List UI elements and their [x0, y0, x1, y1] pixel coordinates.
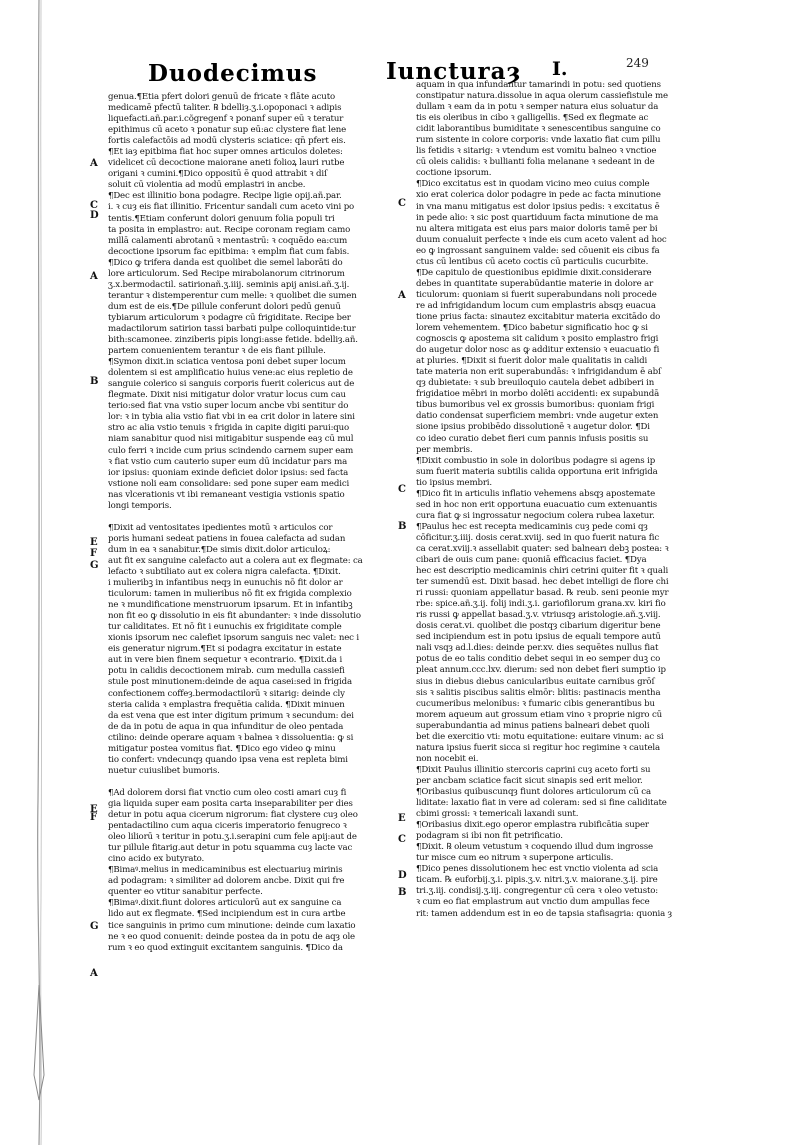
text-line: ticam. ℞ euforbij.ʒ.i. pipis.ʒ.v. nitri.ʒ.v. maiorane.ʒ.ij. pire — [416, 875, 658, 886]
text-line: tio confert: vndecunqȝ quando ipsa vena est repleta bimi — [108, 754, 348, 765]
text-line: terio:sed fiat vna vstio super locum ancbe vbi sentitur do — [108, 401, 349, 412]
text-line: datio condensat superficiem membri: vnde augetur exten — [416, 411, 659, 422]
text-line: tur misce cum eo nitrum ꝛ superpone articulis. — [416, 853, 614, 864]
margin-letter: D — [90, 210, 99, 221]
text-line: culo ferri ꝛ incide cum prius scindendo carnem super eam — [108, 445, 354, 456]
text-line: millā calamenti abrotanū ꝛ mentastrū: ꝛ coquēdo ea:cum — [108, 235, 348, 246]
text-line: aquam in qua infundantur tamarindi in potu: sed quotiens — [416, 80, 661, 90]
text-line: tis eis oleribus in cibo ꝛ galligellis. ¶Sed ex flegmate ac — [416, 113, 649, 124]
text-line: fortis calefactōis ad modū clysteris sciatice: qn̄ pfert eis. — [108, 136, 346, 147]
text-line: ¶Et iaȝ epitbima fiat hoc super omnes articulos doletes: — [108, 147, 343, 158]
text-line: nas vlcerationis vt ibi remaneant vestigia vstionis spatio — [108, 489, 345, 500]
text-line: nali vsqȝ ad.l.dies: deinde per.xv. dies sequētes nullus fiat — [416, 643, 659, 654]
text-line: ¶Dico excitatus est in quodam vicino meo cuius comple — [416, 179, 650, 190]
text-line: dum in ea ꝛ sanabitur.¶De simis dixit.dolor articuloꝝ: — [108, 544, 331, 555]
text-line: madactilorum satirion tassi barbati pulpe colloquintide:tur — [108, 323, 356, 334]
text-line: ta posita in emplastro: aut. Recipe coronam regiam camo — [108, 224, 351, 235]
text-line: sius in diebus diebus canicularibus euitate carnibus grōſ — [416, 676, 655, 687]
text-line: dolentem si est amplificatio huius vene:ac eius repletio de — [108, 368, 353, 379]
text-line: soluit cū violentia ad modū emplastri in ancbe. — [108, 180, 306, 191]
text-line: cū oleis calidis: ꝛ bullianti folia melanane ꝛ sedeant in de — [416, 157, 655, 168]
text-line: tri.ʒ.iij. condisij.ʒ.iij. congregentur cū cera ꝛ oleo vetusto: — [416, 886, 659, 897]
margin-letter: F — [90, 812, 98, 823]
text-line: ¶Dico penes dissolutionem hec est vnctio violenta ad scia — [416, 864, 659, 875]
text-line: liditate: laxatio fiat in vere ad coleram: sed si fine caliditate — [416, 798, 667, 809]
page-edge-decoration — [28, 0, 50, 1145]
text-line: sione ipsius probibēdo dissolutionē ꝛ augetur dolor. ¶Di — [416, 422, 650, 433]
text-line: pleat annum.ccc.lxv. dierum: sed non debet fieri sumptio ip — [416, 665, 666, 676]
text-line: sis ꝛ salitis piscibus salitis elmōr: blitis: pastinacis mentha — [416, 687, 661, 698]
text-line: gia liquida super eam posita carta inseparabiliter per dies — [108, 799, 353, 809]
text-line: tur pillule fitarig.aut detur in potu squamma cuȝ lacte vac — [108, 843, 353, 854]
text-line: xio erat colerica dolor podagre in pede ac facta minutione — [416, 190, 661, 201]
text-line: rbe: spice.añ.ʒ.ij. folij indi.ʒ.i. gariofilorum grana.xv. kiri fio — [416, 599, 666, 610]
text-line: tibus bumoribus vel ex grossis bumoribus: quoniam frigi — [416, 400, 655, 411]
margin-letter: D — [398, 870, 407, 881]
text-line: partem conuenientem terantur ꝛ de eis fiant pillule. — [108, 346, 326, 357]
text-line: non fit eo ꝙ dissolutio in eis fit abundanter: ꝛ inde dissolutio — [108, 611, 361, 622]
margin-letter: G — [90, 560, 99, 571]
text-line: i. ꝛ cuȝ eis fiat illinitio. Fricentur sandali cum aceto vini po — [108, 202, 355, 213]
text-line: ter sumendū est. Dixit basad. hec debet intelligi de flore chi — [416, 577, 669, 588]
text-line: medicamē pfectū taliter. ℞ bdelliȝ.ʒ.i.opoponaci ꝛ adipis — [108, 103, 342, 114]
text-line: ior ipsius: quoniam exinde deficiet dolor ipsius: sed facta — [108, 467, 349, 478]
margin-letter: A — [90, 271, 98, 282]
margin-letter: C — [398, 834, 406, 845]
text-line: detur in potu aqua cicerum nigrorum: fiat clystere cuȝ oleo — [108, 810, 358, 821]
text-line: dum est de eis.¶De pillule conferunt dolori pedū genuū — [108, 301, 341, 312]
text-line: pentadactilino cum aqua ciceris imperatorio fenugreco ꝛ — [108, 821, 347, 832]
margin-letter: A — [398, 290, 406, 301]
text-line: ꝛ cum eo fiat emplastrum aut vnctio dum ampullas fece — [416, 897, 650, 908]
text-line: sum fuerit materia subtilis calida opportuna erit infrigida — [416, 466, 658, 477]
text-line: lorem vehementem. ¶Dico babetur significatio hoc ꝙ si — [416, 323, 648, 334]
text-line: ca cerat.xviij.ꝛ assellabit quater: sed balnearı debꝫ postea: ꝛ — [416, 543, 669, 554]
text-line: niam sanabitur quod nisi mitigabitur suspende eaȝ cū mul — [108, 434, 354, 445]
text-line: flegmate. Dixit nisi mitigatur dolor vratur locus cum cau — [108, 390, 346, 401]
margin-letter: B — [398, 887, 407, 898]
margin-letter: C — [90, 200, 98, 211]
text-line: da est vena que est inter digitum primum ꝛ secundum: dei — [108, 710, 354, 721]
text-line: lis fetidis ꝛ sitarig: ꝛ vtendum est vomitu balneo ꝛ vnctioe — [416, 146, 657, 157]
text-line: ¶Ad dolorem dorsi fiat vnctio cum oleo costi amari cuȝ fi — [108, 787, 347, 798]
text-line: tice sanguinis in primo cum minutione: deinde cum laxatio — [108, 920, 356, 931]
margin-letter: F — [90, 548, 98, 559]
text-line: natura ipsius fuerit sicca si regitur hoc regimine ꝛ cautela — [416, 742, 660, 753]
text-line: sed incipiendum est in potu ipsius de equali tempore autū — [416, 632, 661, 643]
text-line: rum sistente in colore corporis: vnde laxatio fiat cum pillu — [416, 135, 661, 146]
margin-letter: E — [90, 804, 98, 815]
text-line: poris humani sedeat patiens in fouea calefacta ad sudan — [108, 533, 346, 544]
text-line: rit: tamen addendum est in eo de tapsia stafisagria: quonia ȝ — [416, 908, 673, 919]
text-line: ¶Dixit ad ventositates ipedientes motū ꝛ articulos cor — [108, 522, 333, 533]
text-line: podagram si ibi non fit petrificatio. — [416, 831, 563, 842]
text-line: do augetur dolor nosc as ꝙ additur extensio ꝛ euacuatio fi — [416, 345, 660, 356]
text-line: in vna manu mitigatus est dolor ipsius pedis: ꝛ excitatus ē — [416, 201, 660, 212]
text-line: liquefacti.añ.par.i.cõgregenf ꝛ ponanf super eū ꝛ teratur — [108, 114, 344, 125]
text-line: ¶Dec est illinitio bona podagre. Recipe ligie opij.añ.par. — [108, 191, 342, 202]
text-line: in pede alio: ꝛ sic post quartiduum facta minutione de ma — [416, 212, 659, 223]
text-line: per membris. — [416, 444, 473, 455]
text-line: bith:scamonee. zinziberis pipis longi:asse fetide. bdelliȝ.añ. — [108, 335, 358, 346]
text-line: re ad infrigidandum locum cum emplastris absqȝ euacua — [416, 300, 656, 311]
text-line: potus de eo talis conditio debet sequi in eo semper duꝫ co — [416, 654, 661, 665]
text-line: cōficitur.ʒ.iiij. dosis cerat.xviij. sed in quo fuerit natura fic — [416, 532, 660, 543]
text-column-right — [416, 80, 684, 920]
text-line: lefacto ꝛ subtiliato aut ex colera nigra calefacta. ¶Dixit. — [108, 567, 341, 578]
text-line: lido aut ex flegmate. ¶Sed incipiendum est in cura artbe — [108, 909, 346, 920]
text-line: qȝ dubietate: ꝛ sub breuiloquio cautela debet adbiberi in — [416, 378, 655, 389]
text-line: ¶Dico ꝙ trifera danda est quolibet die semel laborāti do — [108, 257, 343, 268]
text-line: ne ꝛ eo quod conuenit: deinde postea da in potu de aqȝ ole — [108, 931, 355, 942]
text-line: xionis ipsorum nec calefiet ipsorum sanguis nec valet: nec i — [108, 633, 360, 644]
text-line: quenter eo vtitur sanabitur perfecte. — [108, 887, 263, 898]
text-line: tybiarum articulorum ꝛ podagre cū frigiditate. Recipe ber — [108, 312, 351, 323]
text-line: terantur ꝛ distemperentur cum melle: ꝛ quolibet die sumen — [108, 290, 357, 301]
text-line — [108, 777, 376, 788]
margin-letter: E — [90, 537, 98, 548]
text-line: ri russi: quoniam appellatur basad. ℞ reub. seni peonie myr — [416, 588, 669, 599]
text-line: epithimus cū aceto ꝛ ponatur sup eū:ac clystere fiat lene — [108, 125, 347, 136]
text-line: ¶Oribasius quibuscunqȝ fiunt dolores articulorum cū ca — [416, 787, 651, 797]
text-line — [108, 512, 376, 523]
text-line: superabundantia ad minus patiens balneari debet quoli — [416, 720, 650, 731]
margin-letter: G — [90, 921, 99, 932]
text-line: genua.¶Etia pfert dolori genuū de fricate ꝛ flāte acuto — [108, 92, 336, 102]
text-line: decoctione ipsorum fac epitbima: ꝛ emplm fiat cum fabis. — [108, 246, 350, 257]
text-line: videlicet cū decoctione maiorane aneti folioꝝ lauri rutbe — [108, 158, 345, 169]
text-line: ne ꝛ mundificatione menstruorum ipsarum. Et in infantibꝫ — [108, 600, 353, 611]
folio-number: 249 — [626, 56, 649, 70]
text-line: nuetur cuiuslibet bumoris. — [108, 765, 220, 776]
margin-letter: E — [398, 813, 406, 824]
margin-letter: A — [90, 158, 98, 169]
text-line: bet die exercitio vti: motu equitatione: euitare vinum: ac si — [416, 731, 664, 742]
text-line: tentis.¶Etiam conferunt dolori genuum folia populi tri — [108, 213, 335, 224]
margin-letter: C — [398, 484, 406, 495]
margin-letter: B — [90, 376, 99, 387]
text-line: debes in quantitate superabūdantie materie in dolore ar — [416, 278, 654, 289]
text-line: rum ꝛ eo quod extinguit excitantem sanguinis. ¶Dico da — [108, 942, 343, 953]
text-line: ad podagram: ꝛ similiter ad dolorem ancbe. Dixit qui fre — [108, 876, 345, 887]
text-line: non nocebit ei. — [416, 753, 479, 764]
text-line: potu in calidis decoctionem mirab. cum medulla cassiefi — [108, 666, 345, 677]
text-line: tione prius facta: sinautez excitabitur materia excitādo do — [416, 311, 661, 322]
text-line: eo ꝙ ingrossant sanguinem valde: sed cōuenit eis cibus fa — [416, 245, 660, 256]
text-line: cidit laborantibus bumiditate ꝛ senescentibus sanguine co — [416, 124, 661, 135]
text-line: ¶Dixit Paulus illinitio stercoris caprini cuȝ aceto forti su — [416, 764, 651, 775]
text-line: ¶Dixit combustio in sole in doloribus podagre si agens ip — [416, 455, 656, 466]
text-line: ¶Symon dixit.in sciatica ventosa poni debet super locum — [108, 357, 346, 368]
text-line: sanguie colerico si sanguis corporis fuerit colericus aut de — [108, 379, 355, 390]
text-line: cino acido ex butyrato. — [108, 854, 205, 865]
text-line: lor: ꝛ in tybia alia vstio fiat vbi in ea crit dolor in latere sini — [108, 412, 355, 423]
text-line: duum conualuit perfecte ꝛ inde eis cum aceto valent ad hoc — [416, 234, 667, 245]
text-line: longi temporis. — [108, 500, 172, 511]
running-header-numeral: I. — [552, 58, 568, 80]
text-line: ticulorum: quoniam si fuerit superabundans noli procede — [416, 289, 657, 300]
text-line: coctione ipsorum. — [416, 168, 492, 179]
text-line: constipatur natura.dissolue in aqua olerum cassiefistule me — [416, 91, 668, 102]
text-line: frigidatioe mēbri in morbo dolēti accidenti: ex supabundā — [416, 389, 660, 400]
text-line: stule post minutionem:deinde de aqua casei:sed in frigida — [108, 677, 352, 688]
text-line: ʒ.x.bermodactil. satirionañ.ʒ.iiij. seminis apij anisi.añ.ʒ.ij. — [108, 279, 350, 290]
text-line: de da in potu de aqua in qua infunditur de oleo pentada — [108, 721, 344, 732]
text-line: cibari de ouis cum pane: quoniā efficacius faciet. ¶Dya — [416, 555, 647, 566]
text-line: cognoscis ꝙ apostema sit calidum ꝛ posito emplastro frigi — [416, 334, 659, 345]
margin-letter: C — [398, 198, 406, 209]
text-line: aut in vere bien finem sequetur ꝛ econtrario. ¶Dixit.da i — [108, 655, 343, 666]
text-column-left — [108, 92, 376, 954]
text-line: cucumeribus melonibus: ꝛ fumaric cibis generantibus bu — [416, 698, 655, 709]
text-line: tio ipsius membri. — [416, 477, 492, 488]
margin-letter: B — [398, 521, 407, 532]
text-line: tate materia non erit superabundās: ꝛ infrigidandum ē abſ — [416, 367, 661, 378]
text-line: dullam ꝛ eam da in potu ꝛ semper natura eius soluatur da — [416, 102, 659, 113]
text-line: hec est descriptio medicaminis chiri cetrini quiter fit ꝛ quali — [416, 566, 669, 577]
text-line: cura fiat ꝙ si ingrossatur negocium colera rubea laxetur. — [416, 510, 655, 521]
text-line: stro ac alia vstio tenuis ꝛ frigida in capite digiti parui:quo — [108, 423, 350, 434]
text-line: aut fit ex sanguine calefacto aut a colera aut ex flegmate: ca — [108, 555, 363, 566]
text-line: morem aqueum aut grossum etiam vino ꝛ proprie nigro cū — [416, 709, 663, 720]
text-line: ¶Paulus hec est recepta medicaminis cuȝ pede comi qȝ — [416, 521, 648, 532]
text-line: dosis cerat.vi. quolibet die postqȝ cibarium digeritur bene — [416, 621, 661, 632]
text-line: ¶Dixit. ℞ oleum vetustum ꝛ coquendo illud dum ingrosse — [416, 842, 653, 853]
text-line: ¶Bimaꝰ.dixit.fiunt dolores articulorū aut ex sanguine ca — [108, 898, 342, 909]
text-line: origani ꝛ cumini.¶Dico oppositū ē quod attrabit ꝛ diſ — [108, 169, 328, 180]
text-line: mitigatur postea vomitus fiat. ¶Dico ego video ꝙ minu — [108, 743, 336, 754]
text-line: ¶De capitulo de questionibus epidimie dixit.considerare — [416, 267, 652, 278]
text-line: per ancbam sciatice facit sicut sinapis sed erit melior. — [416, 775, 643, 786]
text-line: ris russi ꝙ appellat basad.ʒ.v. vtriusqȝ aristologie.añ.ʒ.viij. — [416, 610, 661, 621]
text-line: confectionem coffeȝ.bermodactilorū ꝛ sitarig: deinde cly — [108, 688, 345, 699]
text-line: ctus cū lentibus cū aceto coctis cū particulis cucurbite. — [416, 256, 649, 267]
text-line: sed in hoc non erit opportuna euacuatio cum extenuantis — [416, 499, 658, 510]
text-line: ctilino: deinde operare aquam ꝛ balnea ꝛ dissoluentia: ꝙ si — [108, 732, 354, 743]
text-line: i mulieribꝫ in infantibus neqȝ in eunuchis nō fit dolor ar — [108, 578, 343, 589]
text-line: ¶Bimaꝰ.melius in medicaminibus est electuariuȝ mirinis — [108, 865, 343, 876]
running-header-left: Duodecimus — [148, 60, 318, 87]
text-line: cbimi grossi: ꝛ temericali laxandi sunt. — [416, 809, 579, 820]
text-line: co ideo curatio debet fieri cum pannis infusis positis su — [416, 433, 649, 444]
text-line: eis generatur nigrum.¶Et si podagra excitatur in estate — [108, 644, 342, 655]
margin-letter: A — [90, 968, 98, 979]
text-line: at pluries. ¶Dixit si fuerit dolor male qualitatis in calidi — [416, 356, 648, 367]
text-line: ticulorum: tamen in mulieribus nō fit ex frigida complexio — [108, 589, 352, 600]
text-line: ¶Dico fit in articulis inflatio vehemens absqȝ apostemate — [416, 488, 656, 499]
text-line: ¶Oribasius dixit.ego operor emplastra rubificātia super — [416, 820, 649, 831]
text-line: steria calida ꝛ emplastra frequētia calida. ¶Dixit minuen — [108, 699, 345, 710]
text-line: tur caliditates. Et nō fit i eunuchis ex frigiditate comple — [108, 622, 342, 633]
text-line: lore articulorum. Sed Recipe mirabolanorum citrinorum — [108, 268, 345, 279]
text-line: vstione noli eam consolidare: sed pone super eam medici — [108, 478, 350, 489]
running-header-right: Iuncturaȝ — [386, 58, 522, 85]
text-line: nu altera mitigata est eius pars maior doloris tamē per bi — [416, 223, 658, 234]
text-line: oleo liliorū ꝛ teritur in potu.ʒ.i.serapini cum fele apij:aut de — [108, 832, 357, 843]
text-line: ꝛ fiat vstio cum cauterio super eum dū incidatur pars ma — [108, 456, 348, 467]
